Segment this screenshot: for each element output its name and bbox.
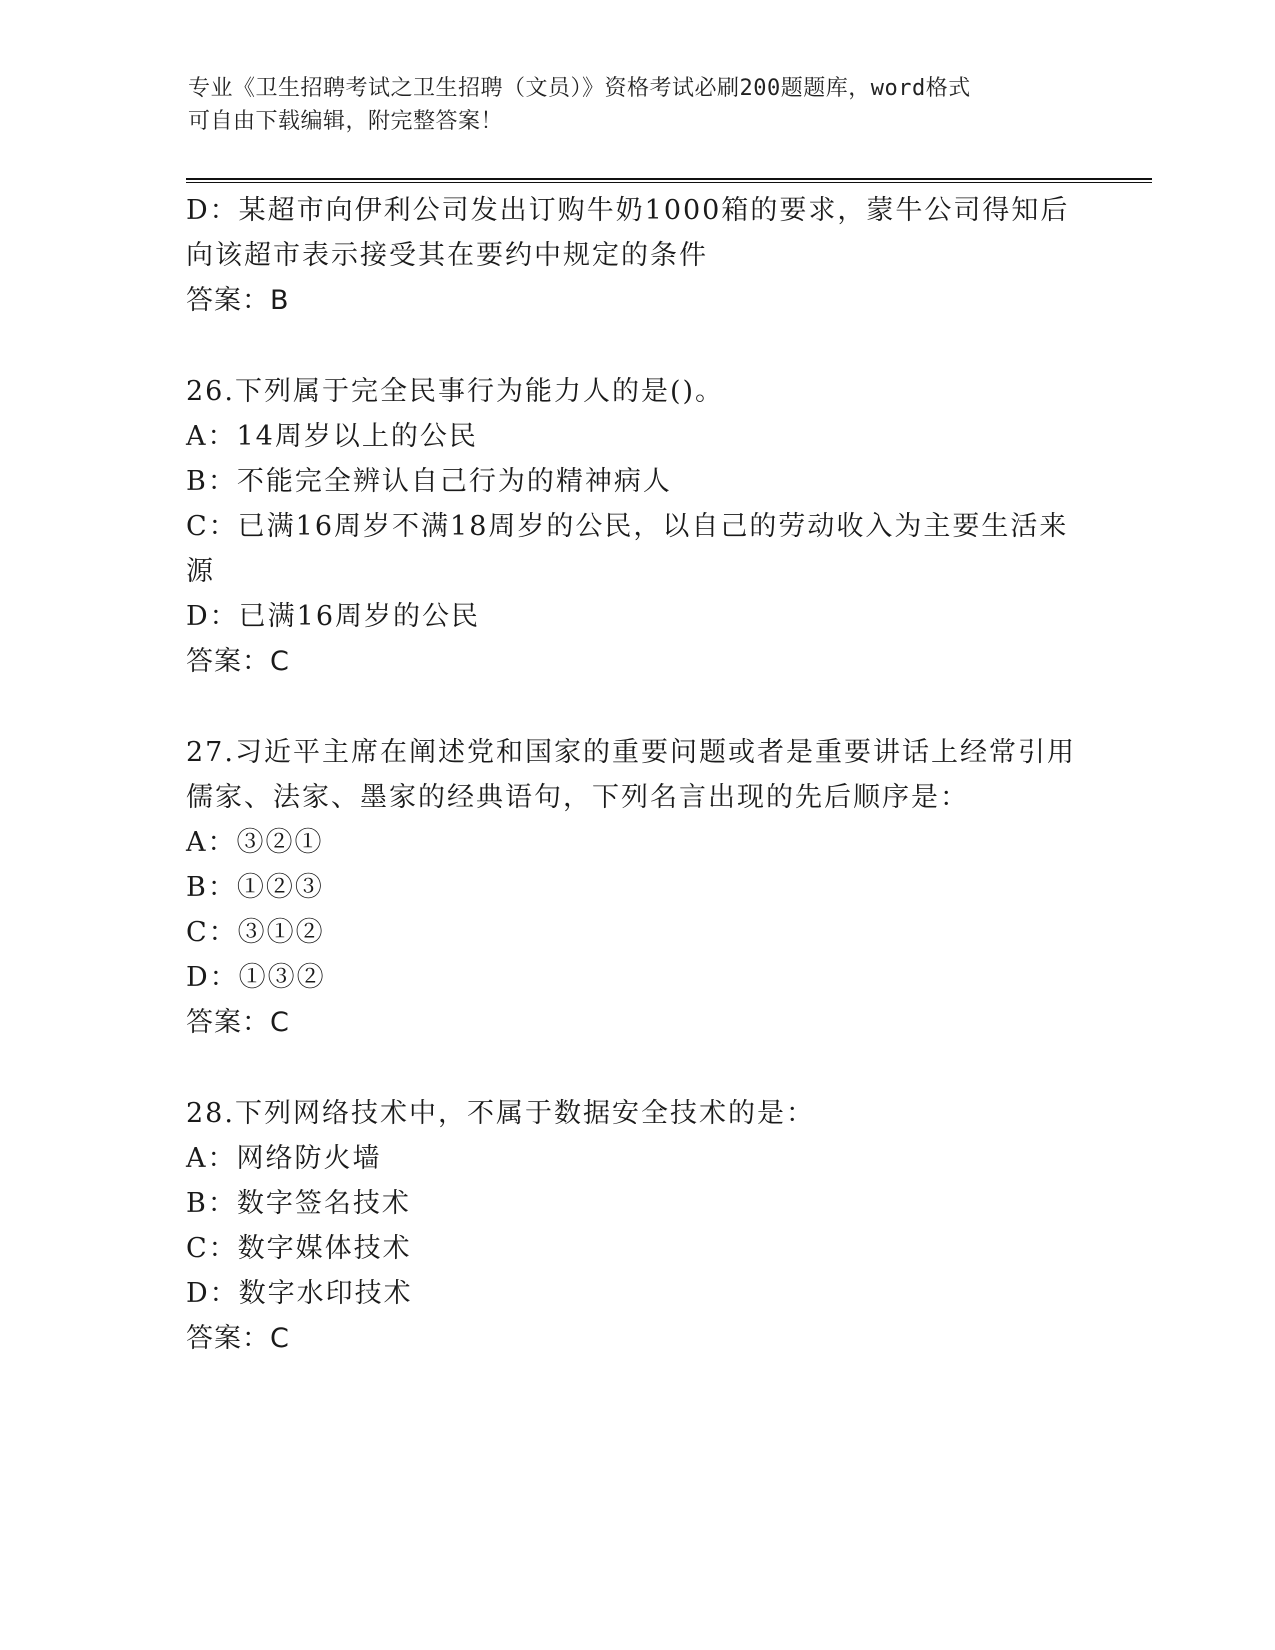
option-c-line-1: C：已满16周岁不满18周岁的公民，以自己的劳动收入为主要生活来	[186, 511, 1069, 542]
option-d: D：已满16周岁的公民	[186, 601, 481, 632]
question-28	[186, 1091, 1086, 1361]
header-divider	[186, 178, 1152, 183]
option-d: D：①③②	[186, 962, 326, 993]
option-a: A：③②①	[186, 827, 324, 858]
question-text-line-2: 儒家、法家、墨家的经典语句，下列名言出现的先后顺序是：	[186, 782, 969, 813]
answer-text: 答案：B	[186, 285, 290, 316]
answer-text: 答案：C	[186, 1323, 290, 1354]
answer-text: 答案：C	[186, 1007, 290, 1038]
option-b: B：数字签名技术	[186, 1188, 411, 1219]
spacer	[186, 323, 1086, 369]
question-27	[186, 730, 1086, 1045]
question-26	[186, 369, 1086, 684]
document-header	[188, 72, 1088, 138]
spacer	[186, 684, 1086, 730]
question-text: 28.下列网络技术中，不属于数据安全技术的是：	[186, 1098, 815, 1129]
question-text: 26.下列属于完全民事行为能力人的是()。	[186, 376, 725, 407]
option-a: A：14周岁以上的公民	[186, 421, 478, 452]
question-content	[186, 188, 1086, 1361]
header-title-line-2: 可自由下载编辑，附完整答案！	[188, 109, 504, 134]
option-c-line-2: 源	[186, 556, 215, 587]
header-title-line-1: 专业《卫生招聘考试之卫生招聘（文员）》资格考试必刷200题题库，word格式	[188, 76, 971, 101]
question-text-line-1: 27.习近平主席在阐述党和国家的重要问题或者是重要讲话上经常引用	[186, 737, 1076, 768]
option-c: C：③①②	[186, 917, 325, 948]
option-d: D：数字水印技术	[186, 1278, 413, 1309]
answer-text: 答案：C	[186, 646, 290, 677]
option-b: B：①②③	[186, 872, 324, 903]
option-c: C：数字媒体技术	[186, 1233, 412, 1264]
option-d-line-2: 向该超市表示接受其在要约中规定的条件	[186, 240, 708, 271]
spacer	[186, 1045, 1086, 1091]
option-b: B：不能完全辨认自己行为的精神病人	[186, 466, 672, 497]
option-d-line-1: D：某超市向伊利公司发出订购牛奶1000箱的要求，蒙牛公司得知后	[186, 195, 1070, 226]
question-25-tail	[186, 188, 1086, 323]
option-a: A：网络防火墙	[186, 1143, 382, 1174]
